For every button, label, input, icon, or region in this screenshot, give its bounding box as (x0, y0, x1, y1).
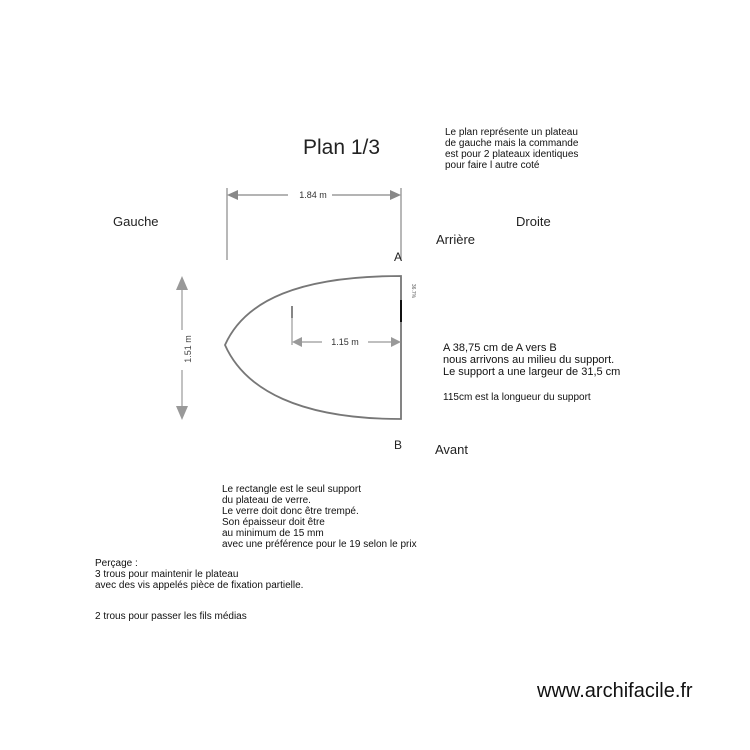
edge-label: 36.7% (410, 283, 416, 299)
note-line: Le support a une largeur de 31,5 cm (443, 366, 621, 378)
left-label: Gauche (113, 214, 159, 229)
note-middle-right (443, 342, 620, 378)
height-label: 1.51 m (183, 335, 193, 363)
back-label: Arrière (436, 232, 476, 247)
note-drilling (95, 558, 303, 591)
note-line: avec une préférence pour le 19 selon le prix (222, 539, 417, 550)
note-line: de gauche mais la commande (445, 138, 579, 149)
inner-label: 1.15 m (331, 337, 359, 347)
note-line: nous arrivons au milieu du support. (443, 354, 615, 366)
note-top-right (445, 127, 578, 171)
note-line: Son épaisseur doit être (222, 517, 325, 528)
note-line: Perçage : (95, 558, 138, 569)
note-line: du plateau de verre. (222, 495, 311, 506)
note-line: A 38,75 cm de A vers B (443, 342, 557, 354)
note-line: Le plan représente un plateau (445, 127, 578, 138)
front-label: Avant (435, 442, 469, 457)
note-line: Le rectangle est le seul support (222, 484, 361, 495)
note-support-length: 115cm est la longueur du support (443, 392, 591, 403)
note-line: 3 trous pour maintenir le plateau (95, 569, 239, 580)
note-line: Le verre doit donc être trempé. (222, 506, 359, 517)
point-a-label: A (394, 250, 403, 264)
point-b-label: B (394, 438, 403, 452)
note-line: pour faire l autre coté (445, 160, 540, 171)
width-label: 1.84 m (299, 190, 327, 200)
note-drilling-extra: 2 trous pour passer les fils médias (95, 611, 247, 622)
note-line: au minimum de 15 mm (222, 528, 324, 539)
plan-title: Plan 1/3 (303, 136, 381, 159)
note-bottom-center (222, 484, 417, 550)
note-line: est pour 2 plateaux identiques (445, 149, 579, 160)
brand-watermark: www.archifacile.fr (537, 680, 693, 702)
right-label: Droite (516, 214, 551, 229)
plateau-outline (225, 276, 401, 419)
note-line: avec des vis appelés pièce de fixation partielle. (95, 580, 304, 591)
